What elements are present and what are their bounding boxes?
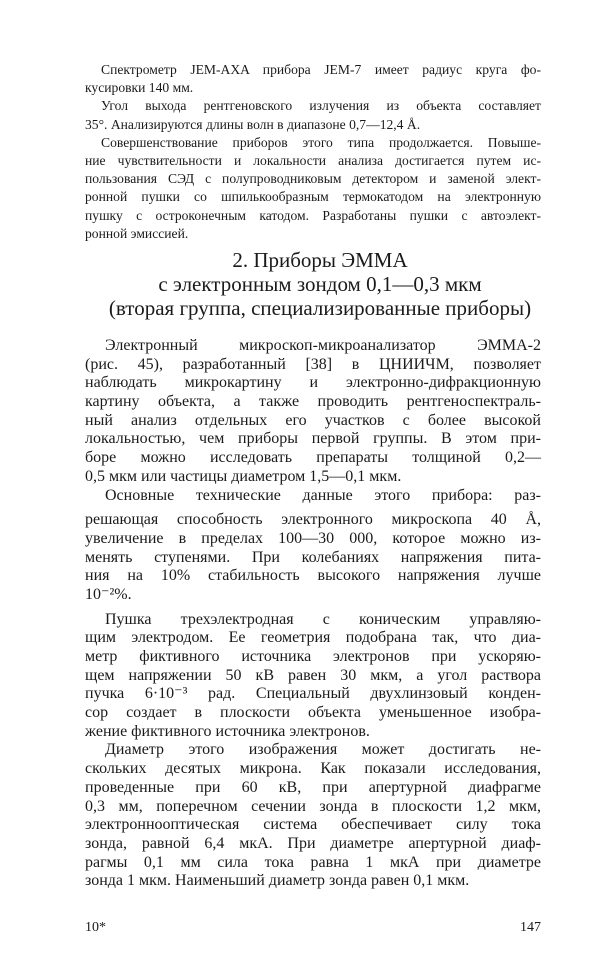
text-line: ния на 10% стабильность высокого напряжения лучше (85, 567, 541, 585)
text-line: скольких десятых микрона. Как показали исследования, (85, 760, 541, 778)
text-line: Основные технические данные этого прибора: раз- (105, 486, 541, 504)
text-line: ронной пушки со шпилькообразным термокатодом на электронную (85, 189, 541, 205)
text-line: пучка 6·10⁻³ рад. Специальный двухлинзовый конден- (85, 685, 541, 703)
text-line: Угол выхода рентгеновского излучения из объекта составляет (101, 98, 541, 114)
text-line: Электронный микроскоп-микроанализатор ЭММА-2 (105, 337, 541, 354)
text-line: картину объекта, а также проводить рентгеноспектраль- (85, 393, 541, 411)
intro-text (85, 61, 541, 243)
text-line: метр фиктивного источника электронов при ускоряю- (85, 648, 541, 665)
text-line: Спектрометр JEM-AXA прибора JEM-7 имеет радиус круга фо- (101, 62, 541, 77)
heading-line-3: (вторая группа, специализированные приборы) (108, 296, 532, 320)
paragraph (85, 134, 541, 243)
paragraph (85, 97, 541, 133)
section-body (85, 337, 541, 891)
text-line: 0,3 мм, поперечном сечении зонда в плоскости 1,2 мкм, (85, 797, 541, 815)
page-footer (85, 920, 541, 936)
text-line: Совершенствование приборов этого типа продолжается. Повыше- (101, 134, 541, 150)
text-line: боре можно исследовать препараты толщиной 0,2— (85, 449, 541, 467)
text-line: пушку с остроконечным катодом. Разработаны пушки с автоэлект- (85, 207, 541, 223)
text-line: локальностью, чем приборы первой группы. В этом при- (85, 430, 541, 448)
text-line: увеличение в пределах 100—30 000, которое можно из- (85, 529, 541, 547)
paragraph (85, 61, 541, 97)
heading-line-2: с электронным зондом 0,1—0,3 мкм (158, 272, 482, 296)
text-line: кусировки 140 мм. (85, 80, 194, 96)
text-line: 35°. Анализируются длины волн в диапазоне 0,7—12,4 Å. (85, 116, 421, 132)
paragraph (85, 337, 541, 487)
text-line: 10⁻²%. (85, 585, 132, 603)
paragraph (85, 611, 541, 742)
signature-mark: 10* (85, 920, 106, 935)
text-line: (рис. 45), разработанный [38] в ЦНИИЧМ, позволяет (85, 355, 541, 373)
paragraph (85, 741, 541, 891)
text-line: проведенные при 60 кВ, при апертурной диафрагме (85, 778, 541, 796)
text-line: решающая способность электронного микроскопа 40 Å, (85, 511, 541, 529)
text-line: пользования СЭД с полупроводниковым детектором и заменой элект- (85, 171, 541, 187)
text-line: 0,5 мкм или частицы диаметром 1,5—0,1 мкм. (85, 467, 402, 485)
text-line: ние чувствительности и локальности анализа достигается путем ис- (85, 152, 541, 168)
heading-line-1: 2. Приборы ЭММА (232, 248, 408, 272)
text-line: щем напряжении 50 кВ равен 30 мкм, а угол раствора (85, 666, 541, 684)
text-line: щим электродом. Ее геометрия подобрана так, что диа- (85, 629, 541, 647)
text-line: жение фиктивного источника электронов. (85, 722, 370, 740)
text-line: наблюдать микрокартину и электронно-дифракционную (85, 374, 541, 392)
text-line: Диаметр этого изображения может достигать не- (105, 741, 541, 759)
text-line: менять ступенями. При колебаниях напряжения пита- (85, 548, 541, 566)
text-line: электроннооптическая система обеспечивает силу тока (85, 816, 541, 834)
text-line: зонда 1 мкм. Наименьший диаметр зонда равен 0,1 мкм. (85, 872, 470, 890)
text-line: рагмы 0,1 мм сила тока равна 1 мкА при диаметре (85, 853, 541, 871)
text-line: зонда, равной 6,4 мкА. При диаметре апертурной диаф- (85, 834, 541, 852)
text-line: ный анализ отдельных его участков с более высокой (85, 411, 541, 429)
paragraph (85, 487, 541, 605)
section-heading (60, 248, 580, 320)
page-number: 147 (520, 920, 541, 935)
text-line: сор создает в плоскости объекта уменьшенное изобра- (85, 704, 541, 722)
text-line: ронной эмиссией. (85, 225, 189, 241)
text-line: Пушка трехэлектродная с коническим управляю- (105, 610, 541, 628)
